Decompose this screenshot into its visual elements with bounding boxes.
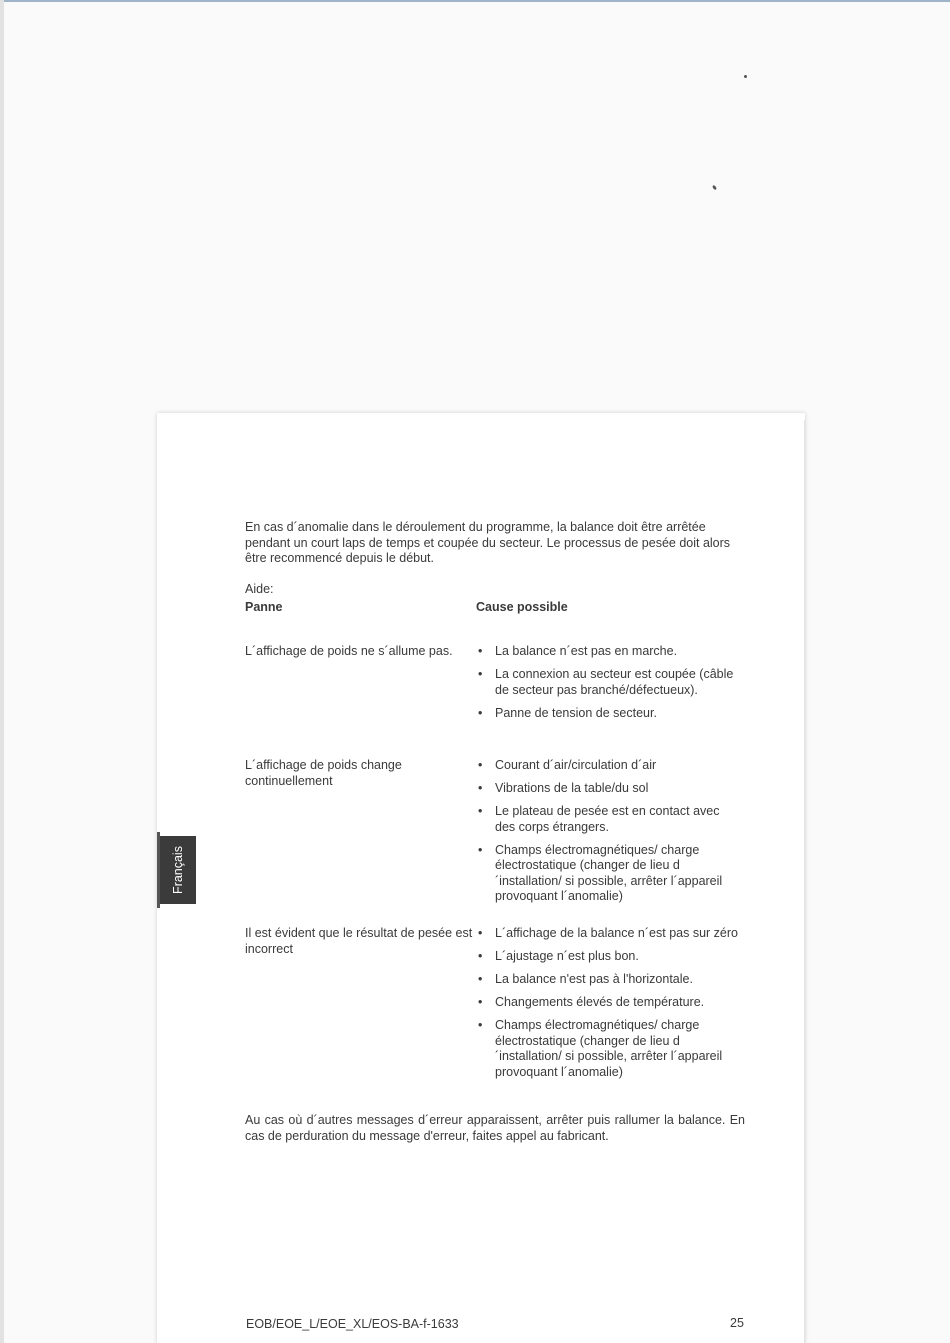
fault-text: Il est évident que le résultat de pesée est incorrect xyxy=(245,926,473,956)
fault-text: L´affichage de poids change continuellement xyxy=(245,758,402,788)
cause-list xyxy=(476,926,738,1088)
page-number: 25 xyxy=(730,1316,744,1330)
page-edge xyxy=(804,420,806,1343)
scan-top-edge xyxy=(0,0,950,2)
cause-list xyxy=(476,644,738,729)
document-code: EOB/EOE_L/EOE_XL/EOS-BA-f-1633 xyxy=(246,1317,459,1331)
cause-item: • Le plateau de pesée est en contact avec des corps étrangers. xyxy=(476,804,738,835)
scan-left-edge xyxy=(0,0,4,1343)
cause-item: • Champs électromagnétiques/ charge électrostatique (changer de lieu d´installation/ si possible, arrêter l´appareil provoquant l´anomalie) xyxy=(476,1018,738,1080)
column-header-fault: Panne xyxy=(245,600,283,614)
cause-item: • L´ajustage n´est plus bon. xyxy=(476,949,738,965)
cause-item: • La balance n'est pas à l'horizontale. xyxy=(476,972,738,988)
cause-item: • Panne de tension de secteur. xyxy=(476,706,738,722)
fault-text: L´affichage de poids ne s´allume pas. xyxy=(245,644,453,658)
cause-item: • La balance n´est pas en marche. xyxy=(476,644,738,660)
cause-item: • Vibrations de la table/du sol xyxy=(476,781,738,797)
cause-item: • La connexion au secteur est coupée (câble de secteur pas branché/défectueux). xyxy=(476,667,738,698)
scan-speck xyxy=(712,185,717,191)
intro-paragraph: En cas d´anomalie dans le déroulement du programme, la balance doit être arrêtée pendant un court laps de temps et coupée du secteur. Le processus de pesée doit alors être recommencé depuis le début. xyxy=(245,520,731,565)
cause-item: • Champs électromagnétiques/ charge électrostatique (changer de lieu d´installation/ si possible, arrêter l´appareil provoquant l´anomalie) xyxy=(476,843,738,905)
column-header-cause: Cause possible xyxy=(476,600,568,614)
scan-speck xyxy=(744,75,747,78)
cause-item: • Courant d´air/circulation d´air xyxy=(476,758,738,774)
cause-item: • L´affichage de la balance n´est pas sur zéro xyxy=(476,926,738,942)
language-label: Français xyxy=(171,846,185,894)
cause-item: • Changements élevés de température. xyxy=(476,995,738,1011)
language-side-tab xyxy=(160,836,196,904)
aide-label: Aide: xyxy=(245,582,274,596)
closing-paragraph: Au cas où d´autres messages d´erreur apparaissent, arrêter puis rallumer la balance. En cas de perduration du message d'erreur, faites appel au fabricant. xyxy=(245,1113,745,1143)
cause-list xyxy=(476,758,738,912)
